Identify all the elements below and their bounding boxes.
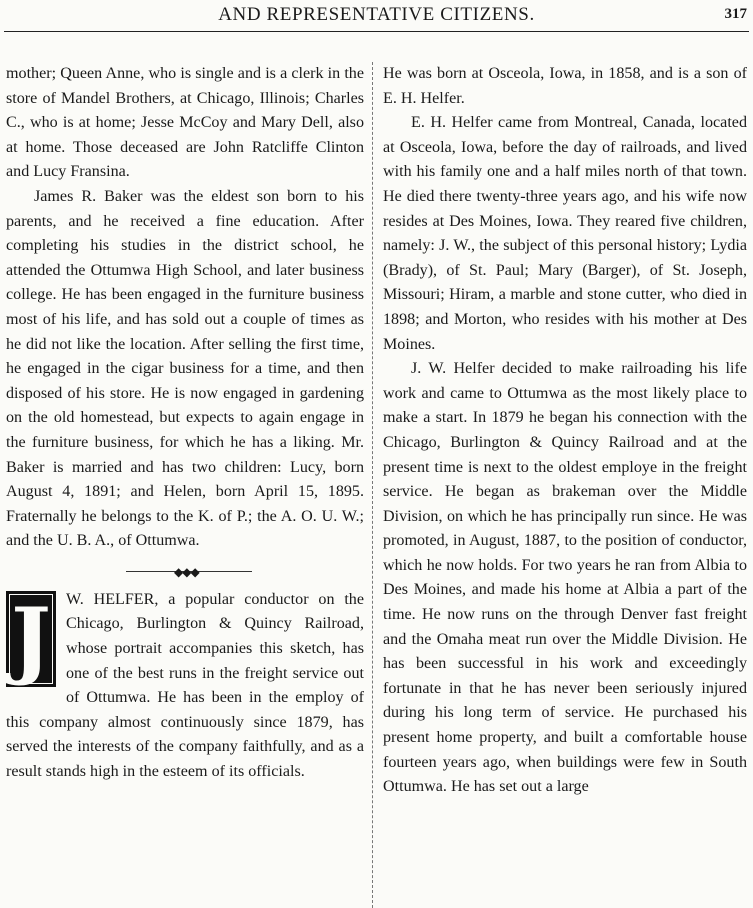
paragraph: He was born at Osceola, Iowa, in 1858, and is a son of E. H. Helfer. bbox=[383, 65, 747, 107]
section-ornament bbox=[6, 554, 364, 588]
ornament-diamonds: ◆◆◆ bbox=[174, 564, 199, 579]
header-rule bbox=[4, 31, 749, 32]
paragraph: mother; Queen Anne, who is single and is a clerk in the store of Mandel Brothers, at Chicago, Illinois; Charles C., who is at home; Jesse McCoy and Mary Dell, also at home. Those deceased are John Ratcliffe Clinton and Lucy Fransina. bbox=[6, 65, 364, 181]
drop-cap bbox=[6, 588, 56, 688]
paragraph: James R. Baker was the eldest son born to his parents, and he received a fine education. After completing his studies in the district school, he attended the Ottumwa High School, and later business college. He has been engaged in the furniture business most of his life, and has sold out a couple of times as he did not like the location. After selling the first time, he engaged in the cigar business for a time, and then disposed of his store. He is now engaged in gardening on the old homestead, but expects to again engage in the furniture business, for which he has a liking. Mr. Baker is married and has two children: Lucy, born August 4, 1891; and Helen, born April 15, 1895. Fraternally he belongs to the K. of P.; the A. O. U. W.; and the U. B. A., of Ottumwa. bbox=[6, 187, 364, 550]
paragraph: J. W. Helfer decided to make railroading his life work and came to Ottumwa as the most likely place to make a start. In 1879 he began his connection with the Chicago, Burlington & Quincy Railroad and at the present time is next to the oldest employe in the freight service. He began as brakeman over the Middle Division, on which he has principally run since. He was promoted, in August, 1887, to the position of conductor, which he now holds. For two years he ran from Albia to Des Moines, and made his home at Albia a part of the time. He now runs on the through Denver fast freight and the Omaha meat run over the Middle Division. He has been successful in his work and exceedingly fortunate in that he has never been seriously injured during his long term of service. He purchased his present home property, and built a comfortable house fourteen years ago, when buildings were few in South Ottumwa. He has set out a large bbox=[383, 360, 747, 796]
paragraph: E. H. Helfer came from Montreal, Canada, located at Osceola, Iowa, before the day of railroads, and lived with his family one and a half miles north of that town. He died there twenty-three years ago, and his wife now resides at Des Moines, Iowa. They reared five children, namely: J. W., the subject of this personal history; Lydia (Brady), of St. Paul; Mary (Barger), of St. Joseph, Missouri; Hiram, a marble and stone cutter, who died in 1898; and Morton, who resides with his mother at Des Moines. bbox=[383, 114, 747, 353]
right-column bbox=[383, 62, 747, 908]
column-divider bbox=[372, 62, 373, 908]
drop-cap-letter: J bbox=[11, 588, 51, 688]
page-number: 317 bbox=[724, 6, 747, 22]
paragraph: W. HELFER, a popular conductor on the Chicago, Burlington & Quincy Railroad, whose portrait accompanies this sketch, has one of the best runs in the freight service out of Ottumwa. He has been in the employ of this company almost continuously since 1879, has served the interests of the company faithfully, and as a result stands high in the esteem of its officials. bbox=[6, 590, 364, 781]
left-column bbox=[6, 62, 364, 908]
running-title: AND REPRESENTATIVE CITIZENS. bbox=[218, 4, 535, 25]
page-header bbox=[0, 0, 753, 34]
